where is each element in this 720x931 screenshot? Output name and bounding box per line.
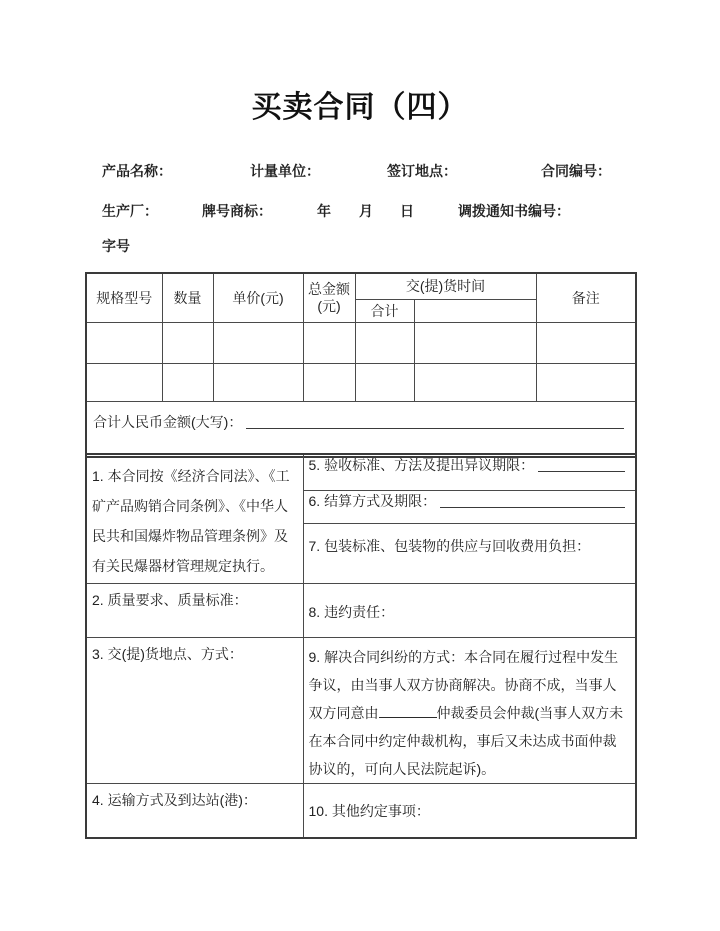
empty-cell <box>536 322 636 363</box>
clause-7: 7. 包装标准、包装物的供应与回收费用负担： <box>303 523 636 583</box>
empty-cell <box>213 322 303 363</box>
empty-cell <box>355 363 414 401</box>
field-label-contract-no: 合同编号： <box>541 163 611 179</box>
total-amount-line2: (元) <box>317 297 341 314</box>
clause-9 <box>303 637 636 783</box>
field-label-product-name: 产品名称： <box>102 163 172 179</box>
total-amount-line1: 总金额 <box>308 280 350 297</box>
empty-cell <box>303 363 355 401</box>
col-header-unit-price: 单价(元) <box>213 273 303 322</box>
empty-cell <box>162 322 213 363</box>
clause-10: 10. 其他约定事项： <box>303 783 636 838</box>
empty-cell <box>162 363 213 401</box>
goods-table <box>85 272 637 458</box>
col-header-delivery-blank <box>414 299 536 322</box>
col-header-delivery-time: 交(提)货时间 <box>355 273 536 299</box>
clause-6-blank-line[interactable] <box>440 506 625 508</box>
clause-9-arbitration-blank[interactable] <box>379 703 437 718</box>
field-label-signing-place: 签订地点： <box>387 163 457 179</box>
clause-3: 3. 交(提)货地点、方式： <box>86 637 303 783</box>
empty-cell <box>414 322 536 363</box>
field-label-manufacturer: 生产厂： <box>102 203 158 219</box>
field-label-measure-unit: 计量单位： <box>250 163 320 179</box>
col-header-subtotal: 合计 <box>355 299 414 322</box>
col-header-remark: 备注 <box>536 273 636 322</box>
empty-cell <box>86 322 162 363</box>
clause-1: 1. 本合同按《经济合同法》、《工矿产品购销合同条例》、《中华人民共和国爆炸物品管理条例》及有关民爆器材管理规定执行。 <box>86 454 303 583</box>
amount-in-words-blank-line[interactable] <box>246 427 624 429</box>
field-label-allocation-notice-no: 调拨通知书编号： <box>458 203 570 219</box>
amount-in-words-row <box>86 401 636 457</box>
empty-cell <box>303 322 355 363</box>
clause-6-label: 6. 结算方式及期限： <box>308 492 437 509</box>
clause-6 <box>303 490 636 523</box>
col-header-quantity: 数量 <box>162 273 213 322</box>
clauses-table <box>85 453 637 839</box>
field-label-year: 年 <box>317 203 331 219</box>
empty-cell <box>213 363 303 401</box>
clause-8: 8. 违约责任： <box>303 583 636 637</box>
page-title: 买卖合同（四） <box>251 91 469 124</box>
empty-cell <box>414 363 536 401</box>
field-label-month: 月 <box>359 203 373 219</box>
col-header-spec-model: 规格型号 <box>86 273 162 322</box>
clause-5-blank-line[interactable] <box>538 470 625 472</box>
clause-9-text-before-blank: 9. 解决合同纠纷的方式：本合同在履行过程中发生争议，由当事人双方协商解决。协商不成，当事人双方同意由 <box>308 648 619 721</box>
clause-5-label: 5. 验收标准、方法及提出异议期限： <box>308 457 535 473</box>
empty-cell <box>86 363 162 401</box>
col-header-total-amount <box>303 273 355 322</box>
clause-9-text-after-blank: 仲裁委员会仲裁(当事人双方未在本合同中约定仲裁机构，事后又未达成书面仲裁协议的，可向人民法院起诉)。 <box>308 704 624 777</box>
empty-cell <box>536 363 636 401</box>
clause-4: 4. 运输方式及到达站(港)： <box>86 783 303 838</box>
field-label-day: 日 <box>400 203 414 219</box>
clause-2: 2. 质量要求、质量标准： <box>86 583 303 637</box>
clause-5 <box>303 454 636 490</box>
field-label-zihao: 字号 <box>102 238 130 254</box>
empty-cell <box>355 322 414 363</box>
field-label-brand-trademark: 牌号商标： <box>202 203 272 219</box>
amount-in-words-label: 合计人民币金额(大写)： <box>93 414 243 431</box>
